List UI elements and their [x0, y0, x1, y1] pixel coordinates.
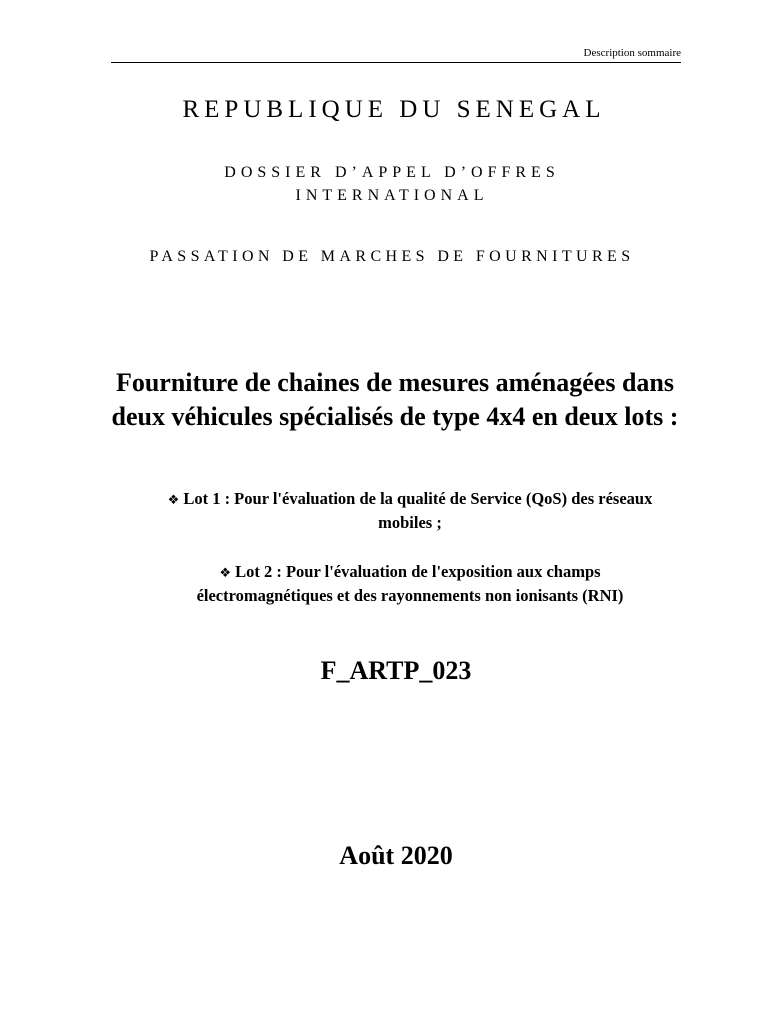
- header-rule: [111, 62, 681, 63]
- document-date: Août 2020: [339, 841, 453, 870]
- dossier-line-1: DOSSIER D’APPEL D’OFFRES: [224, 164, 560, 181]
- dossier-line-2: INTERNATIONAL: [295, 187, 489, 204]
- lot-item-2: [160, 561, 660, 607]
- country-heading: REPUBLIQUE DU SENEGAL: [182, 96, 606, 123]
- running-header: Description sommaire: [583, 47, 681, 59]
- lot-1-text: Lot 1 : Pour l'évaluation de la qualité de Service (QoS) des réseaux mobiles ;: [183, 489, 653, 532]
- procedure-heading: PASSATION DE MARCHES DE FOURNITURES: [149, 248, 635, 265]
- diamond-bullet-icon: ❖: [167, 493, 180, 508]
- dossier-type: [0, 161, 770, 207]
- lot-2-text: Lot 2 : Pour l'évaluation de l'exposition aux champs électromagnétiques et des rayonnements non ionisants (RNI): [196, 562, 624, 605]
- document-title: Fourniture de chaines de mesures aménagées dans deux véhicules spécialisés de type 4x4 en deux lots :: [111, 368, 679, 431]
- diamond-bullet-icon: ❖: [219, 566, 232, 581]
- lot-item-1: [140, 488, 680, 534]
- reference-code: F_ARTP_023: [320, 656, 472, 685]
